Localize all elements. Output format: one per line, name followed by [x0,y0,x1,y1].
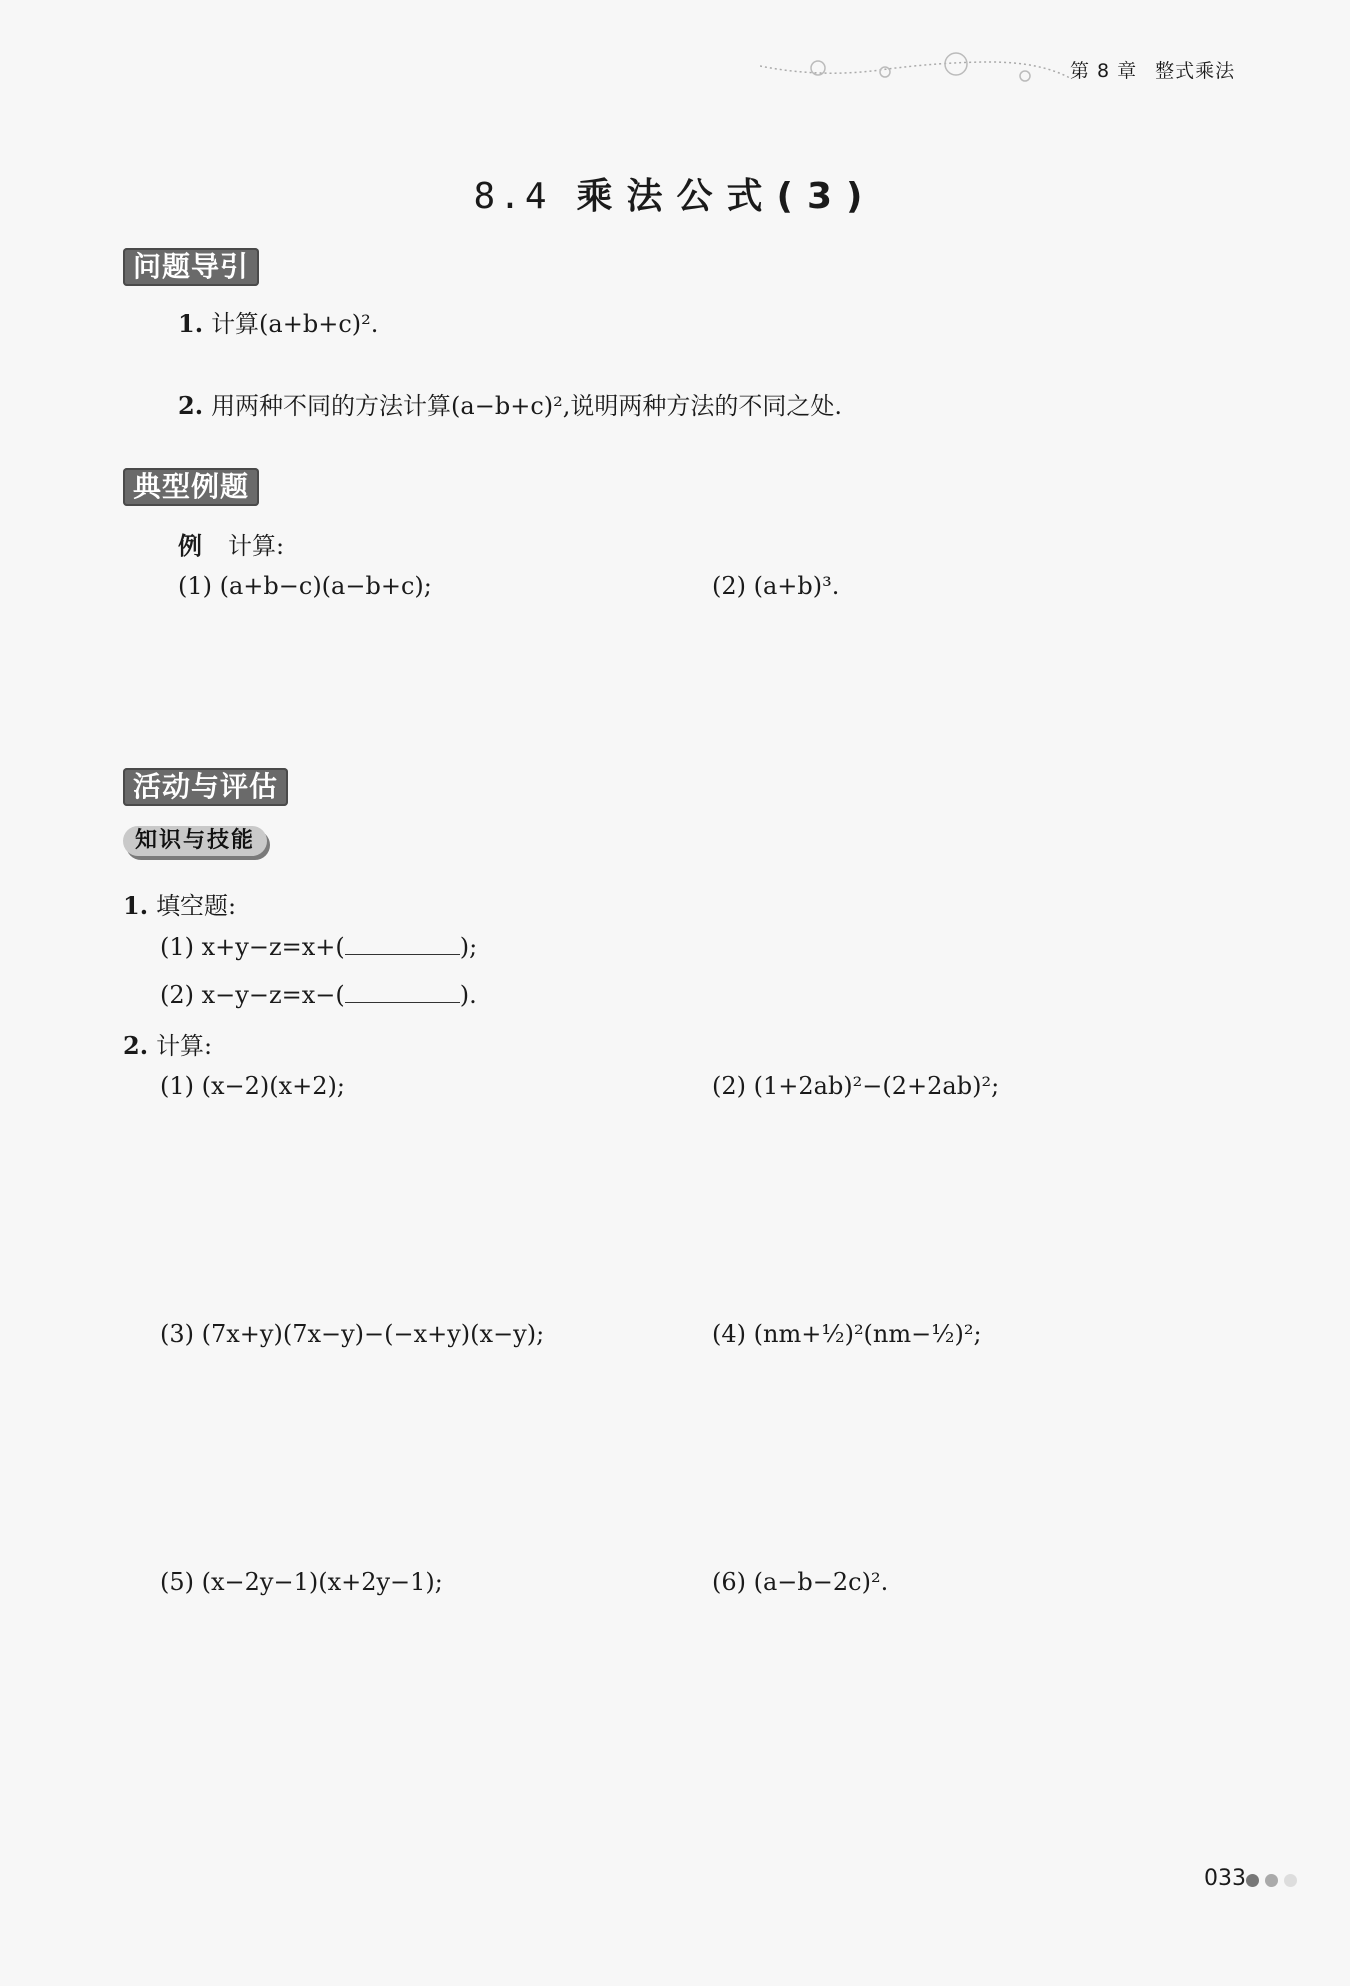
question-number: 2. [178,391,204,420]
exercise-2-item-3: (3) (7x+y)(7x−y)−(−x+y)(x−y); [160,1320,545,1348]
question-text: 计算(a+b+c)². [211,310,379,338]
question-text: 用两种不同的方法计算(a−b+c)²,说明两种方法的不同之处. [211,392,842,420]
exercise-1-item-1 [160,932,477,961]
section-badge-guide: 问题导引 [123,248,259,286]
fill-text-before: (2) x−y−z=x−( [160,981,345,1009]
example-item-1: (1) (a+b−c)(a−b+c); [178,572,432,600]
example-heading [178,526,284,561]
section-badge-activities: 活动与评估 [123,768,288,806]
exercise-2-item-4: (4) (nm+½)²(nm−½)²; [712,1320,982,1348]
chapter-number: 第 8 章 [1070,60,1138,82]
question-number: 1. [123,891,149,920]
question-text: 填空题: [156,892,237,920]
answer-blank[interactable] [345,932,460,955]
exercise-2-item-2: (2) (1+2ab)²−(2+2ab)²; [712,1072,1000,1100]
page-dot-icon [1246,1874,1259,1887]
fill-text-before: (1) x+y−z=x+( [160,933,345,961]
guide-question-1 [178,304,378,339]
page-number: 033 [1204,1866,1246,1891]
exercise-2-item-1: (1) (x−2)(x+2); [160,1072,345,1100]
fill-text-after: ); [459,933,478,961]
guide-question-2 [178,386,842,421]
example-prompt: 计算: [228,532,285,560]
fill-text-after: ). [459,981,477,1009]
header-decoration [760,48,1070,88]
exercise-1-item-2 [160,980,477,1009]
example-label: 例 [178,531,202,560]
exercise-1 [123,886,236,921]
question-text: 计算: [156,1032,213,1060]
example-item-2: (2) (a+b)³. [712,572,840,600]
answer-blank[interactable] [345,980,460,1003]
lesson-title [0,168,1350,219]
chapter-header [1070,56,1253,83]
section-pill-knowledge: 知识与技能 [123,826,267,856]
exercise-2-item-5: (5) (x−2y−1)(x+2y−1); [160,1568,443,1596]
lesson-title-text: 乘法公式(3) [576,176,877,217]
exercise-2 [123,1026,212,1061]
question-number: 1. [178,309,204,338]
exercise-2-item-6: (6) (a−b−2c)². [712,1568,889,1596]
chapter-title: 整式乘法 [1155,60,1236,82]
question-number: 2. [123,1031,149,1060]
page-dot-icon [1265,1874,1278,1887]
page-dot-icon [1284,1874,1297,1887]
lesson-number: 8.4 [473,176,551,217]
section-badge-examples: 典型例题 [123,468,259,506]
